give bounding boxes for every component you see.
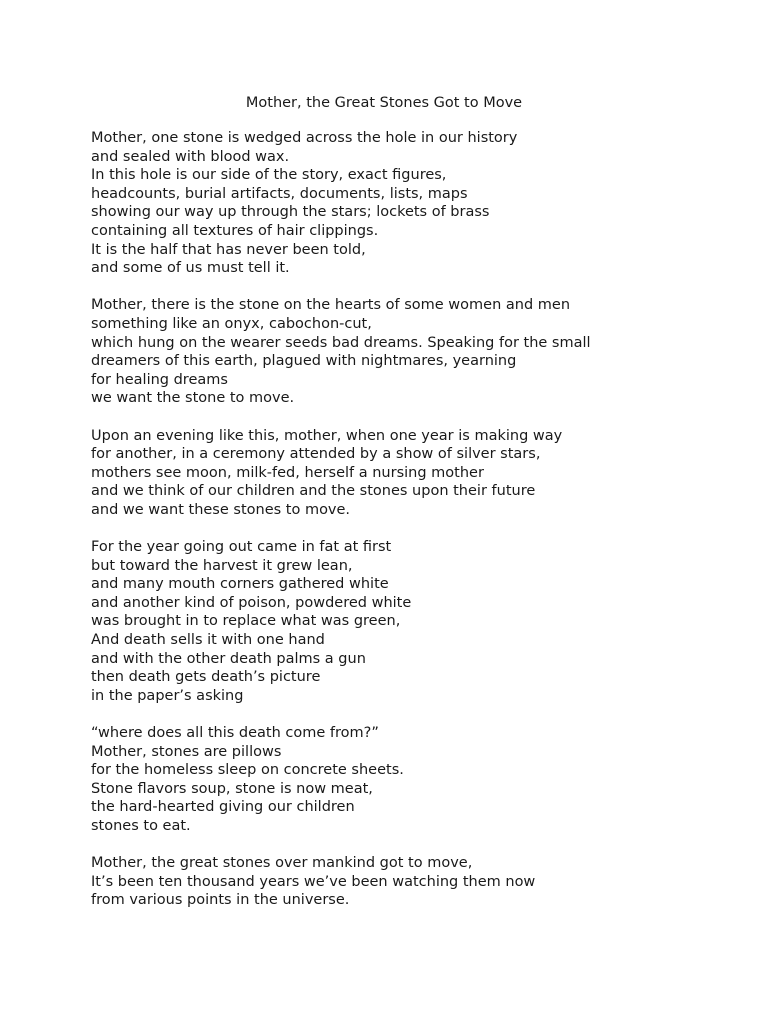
poem-line: Mother, the great stones over mankind got to move, <box>91 855 473 872</box>
poem-line: and some of us must tell it. <box>91 260 290 277</box>
poem-line: but toward the harvest it grew lean, <box>91 557 353 574</box>
poem-line: and another kind of poison, powdered white <box>91 594 412 611</box>
poem-line: In this hole is our side of the story, exact figures, <box>91 167 447 184</box>
stanza <box>91 854 741 910</box>
poem-body <box>91 129 741 929</box>
stanza <box>91 724 741 836</box>
stanza <box>91 427 741 520</box>
poem-line: and with the other death palms a gun <box>91 650 366 667</box>
poem-line: we want the stone to move. <box>91 390 295 407</box>
stanza <box>91 129 741 278</box>
poem-line: for the homeless sleep on concrete sheets. <box>91 762 404 779</box>
poem-line: and many mouth corners gathered white <box>91 576 389 593</box>
poem-line: something like an onyx, cabochon-cut, <box>91 315 372 332</box>
poem-line: Mother, there is the stone on the hearts of some women and men <box>91 297 571 314</box>
poem-line: mothers see moon, milk-fed, herself a nursing mother <box>91 464 484 481</box>
poem-line: Mother, stones are pillows <box>91 743 282 760</box>
poem-line: in the paper’s asking <box>91 687 244 704</box>
poem-line: It’s been ten thousand years we’ve been watching them now <box>91 873 536 890</box>
poem-line: and we want these stones to move. <box>91 501 351 518</box>
poem-line: Upon an evening like this, mother, when one year is making way <box>91 427 563 444</box>
poem-line: dreamers of this earth, plagued with nightmares, yearning <box>91 353 517 370</box>
poem-line: And death sells it with one hand <box>91 632 325 649</box>
poem-line: containing all textures of hair clippings. <box>91 222 379 239</box>
poem-line: It is the half that has never been told, <box>91 241 366 258</box>
poem-line: headcounts, burial artifacts, documents, lists, maps <box>91 185 468 202</box>
poem-line: the hard-hearted giving our children <box>91 799 355 816</box>
poem-line: For the year going out came in fat at first <box>91 539 392 556</box>
poem-line: Stone flavors soup, stone is now meat, <box>91 780 373 797</box>
poem-line: stones to eat. <box>91 817 191 834</box>
poem-line: then death gets death’s picture <box>91 669 321 686</box>
poem-line: showing our way up through the stars; lockets of brass <box>91 204 490 221</box>
poem-line: was brought in to replace what was green, <box>91 613 401 630</box>
stanza <box>91 538 741 705</box>
poem-line: which hung on the wearer seeds bad dreams. Speaking for the small <box>91 334 591 351</box>
poem-line: from various points in the universe. <box>91 892 350 909</box>
poem-line: for another, in a ceremony attended by a show of silver stars, <box>91 446 541 463</box>
poem-line: “where does all this death come from?” <box>91 725 379 741</box>
poem-line: for healing dreams <box>91 371 228 388</box>
stanza <box>91 296 741 408</box>
poem-line: and we think of our children and the stones upon their future <box>91 483 536 500</box>
poem-title: Mother, the Great Stones Got to Move <box>245 95 523 111</box>
poem-line: and sealed with blood wax. <box>91 148 290 165</box>
poem-line: Mother, one stone is wedged across the hole in our history <box>91 130 518 146</box>
